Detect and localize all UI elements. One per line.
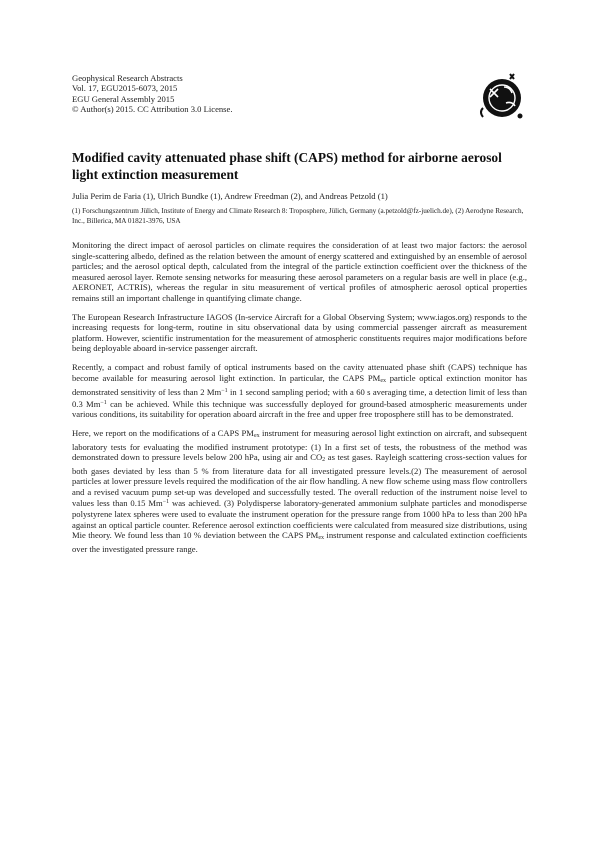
journal-name: Geophysical Research Abstracts xyxy=(72,73,183,83)
paper-title: Modified cavity attenuated phase shift (CAPS) method for airborne aerosol light extinction measurement xyxy=(72,150,502,182)
abstract-body xyxy=(72,240,527,562)
paragraph-3: Recently, a compact and robust family of optical instruments based on the cavity attenuated phase shift (CAPS) technique has become available for measuring aerosol light extinction. In particular, the CAPS PMex particle optical extinction monitor has demonstrated sensitivity of less than 2 $Mm^{-1}$ in 1 second sampling period; with a 60 s averaging time, a detection limit of less than 0.3 $Mm^{-1}$ can be achieved. While this technique was successfully deployed for ground-based atmospheric measurements under various conditions, its suitability for operation aboard aircraft in the free and upper free troposphere still has to be demonstrated. xyxy=(72,361,527,420)
logo-text: EGU xyxy=(485,118,496,124)
assembly-info: EGU General Assembly 2015 xyxy=(72,93,175,104)
license-info: © Author(s) 2015. CC Attribution 3.0 License. xyxy=(72,104,233,115)
egu-logo-icon xyxy=(476,70,528,124)
paragraph-2: The European Research Infrastructure IAGOS (In-service Aircraft for a Global Observing System; www.iagos.org) responds to the increasing requests for long-term, routine in situ observational data by using commercial passenger aircraft as measurement platform. However, scientific instrumentation for the measurement of atmospheric constituents requires major modifications before being deployable aboard in-service passenger aircraft. xyxy=(72,311,527,354)
paragraph-1: Monitoring the direct impact of aerosol particles on climate requires the consideration of at least two major factors: the aerosol single-scattering albedo, defined as the relation between the amount of energy scattered and extinguished by an ensemble of aerosol particles; and the aerosol optical depth, calculated from the integral of the particle extinction coefficient over the thickness of the measured aerosol layer. Remote sensing networks for measuring these aerosol parameters on a regular basis are well in place (e.g., AERONET, ACTRIS), whereas the regular in situ measurement of vertical profiles of atmospheric aerosol optical properties remains still an important challenge in quantifying climate change. xyxy=(72,240,527,303)
volume-info: Vol. 17, EGU2015-6073, 2015 xyxy=(72,83,178,94)
affiliations: (1) Forschungszentrum Jülich, Institute of Energy and Climate Research 8: Troposphere, Jülich, Germany (a.petzold@fz-juelich.de), (2) Aerodyne Research, Inc., Billerica, MA 01821-3976, USA xyxy=(72,207,524,226)
author-list: Julia Perim de Faria (1), Ulrich Bundke (1), Andrew Freedman (2), and Andreas Petzold (1) xyxy=(72,191,388,201)
paragraph-4: Here, we report on the modifications of a CAPS PMex instrument for measuring aerosol light extinction on aircraft, and subsequent laboratory tests for evaluating the modified instrument prototype: (1) In a first set of tests, the robustness of the method was demonstrated down to pressure levels below 200 hPa, using air and CO2 as test gases. Rayleigh scattering cross-section values for both gases deviated by less than 5 % from literature data for all investigated pressure levels.(2) The measurement of aerosol particles at lower pressure levels required the modification of the air flow handling. A new flow scheme using mass flow controllers and a revised vacuum pump set-up was developed and successfully tested. The overall reduction of the instrument noise level to values less than 0.15 $Mm^{-1}$ was achieved. (3) Polydisperse laboratory-generated ammonium sulphate particles and monodisperse polystyrene latex spheres were used to evaluate the instrument operation for the pressure range from 1000 hPa to less than 200 hPa against an optical particle counter. Reference aerosol extinction coefficients were calculated from measured size distributions, using Mie theory. We found less than 10 % deviation between the CAPS PMex instrument response and calculated extinction coefficients over the investigated pressure range. xyxy=(72,427,528,554)
journal-header xyxy=(72,73,402,115)
